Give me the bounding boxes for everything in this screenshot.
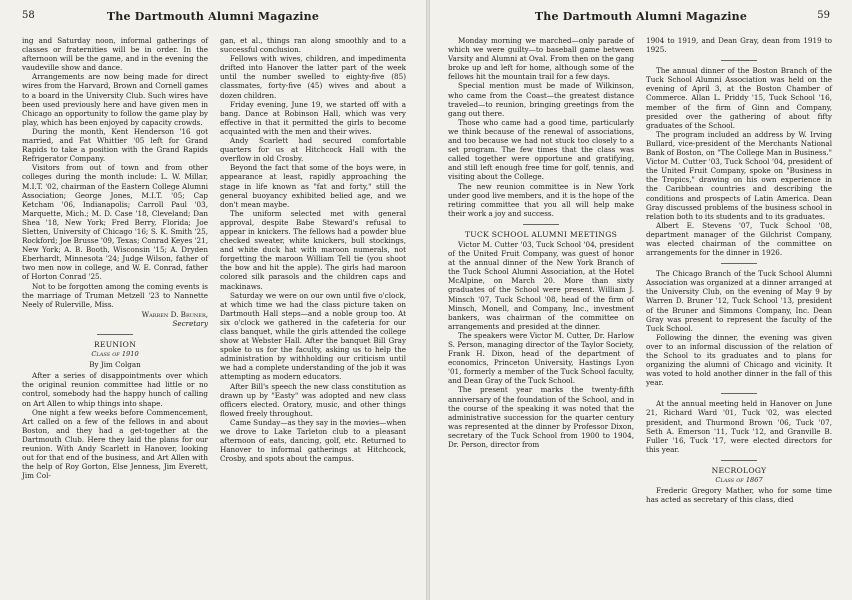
signature-title: Secretary [172, 318, 208, 328]
paragraph: Visitors from out of town and from other colleges during the month include: L. W. Millar, M.I.T. '02, chairman of the Eastern College Alumni Association; George Jones, M.I.T. '05; Cap Ketcham '06, Indianapolis; Carroll Paul '03, Marquette, Mich.; M. D. Case '18, Cleveland; Dan Shea '18, New York; Fred Berry, Florida; Joe Sletten, University of Chicago '16; S. K. Smith '25, Rockford; Joe Brusse '09, Texas; Conrad Keyes '21, New York; A. B. Booth, Wisconsin '15; A. Dryden Eberhardt, Minnesota '24; Judge Wilson, father of two men now in college, and W. E. Conrad, father of Horton Conrad '25. [22, 163, 208, 282]
reunion-heading: REUNION [93, 340, 137, 349]
paragraph: Victor M. Cutter '03, Tuck School '04, president of the United Fruit Company, was guest of honor at the annual dinner of the New York Branch of the Tuck School Alumni Association, at the Hotel McAlpine, on March 20. More than sixty graduates of the School were present. William J. Minsch '07, Tuck School '08, head of the firm of Minsch, Monell, and Company, Inc., investment bankers, was chairman of the committee on arrangements and presided at the dinner. [448, 239, 634, 331]
paragraph: Andy Scarlett had secured comfortable quarters for us at Hitchcock Hall with the overflow in old Crosby. [220, 136, 406, 164]
necrology-class: Class of 1867 [715, 476, 763, 485]
paragraph: Those who came had a good time, particularly we think because of the renewal of associations, and too because we had not stuck too closely to a set program. The few times that the class was called together were opportune and gratifying, and still left enough free time for golf, tennis, and visiting about the College. [448, 117, 634, 182]
paragraph: Beyond the fact that some of the boys were, in appearance at least, rapidly approaching the stage in life known as "fat and forty," still the general buoyancy exhibited belied age, and we don't mean maybe. [220, 163, 406, 209]
page-number: 59 [817, 10, 830, 21]
tuck-heading: TUCK SCHOOL ALUMNI MEETINGS [464, 229, 618, 239]
paragraph: Following the dinner, the evening was given over to an informal discussion of the relation of the School to its graduates and to plans for organizing the alumni of Chicago and vicinity. It was voted to hold another dinner in the fall of this year. [646, 332, 832, 388]
paragraph: The annual dinner of the Boston Branch of the Tuck School Alumni Association was held on the evening of April 3, at the Boston Chamber of Commerce. Allan L. Priddy '15, Tuck School '16, member of the firm of Ginn and Company, presided over the gathering of about fifty graduates of the School. [646, 66, 832, 130]
paragraph: At the annual meeting held in Hanover on June 21, Richard Ward '01, Tuck '02, was elected president, and Thurmond Brown '06, Tuck '07, Seth A. Emerson '11, Tuck '12, and Granville B. Fuller '16, Tuck '17, were elected directors for this year. [646, 399, 832, 454]
paragraph: The speakers were Victor M. Cutter, Dr. Harlow S. Person, managing director of the Taylor Society, Frank H. Dixon, head of the department of economics, Princeton University, Hastings Lyon '01, formerly a member of the Tuck School faculty, and Dean Gray of the Tuck School. [448, 330, 634, 386]
running-title: The Dartmouth Alumni Magazine [106, 10, 320, 23]
running-title: The Dartmouth Alumni Magazine [534, 10, 748, 23]
section-divider [523, 224, 559, 225]
section-divider [721, 460, 757, 461]
reunion-class: Class of 1910 [91, 350, 139, 359]
necrology-heading: NECROLOGY [711, 465, 767, 475]
signature-name: Warren D. Bruner, [141, 309, 208, 319]
right-page [430, 0, 852, 600]
paragraph: After Bill's speech the new class constitution as drawn up by "Easty" was adopted and new class officers elected. Oratory, music, and other things flowed freely throughout. [220, 381, 406, 418]
section-divider [721, 60, 757, 61]
right-page-column-2 [646, 36, 832, 504]
section-divider [721, 393, 757, 394]
section-divider [97, 334, 133, 335]
paragraph: After a series of disappointments over which the original reunion committee had little or no control, somebody had the happy hunch of calling on Art Allen to whip things into shape. [22, 371, 208, 408]
paragraph: The present year marks the twenty-fifth anniversary of the foundation of the School, and in the course of the speaking it was noted that the administrative succession for the quarter century was represented at the dinner by Professor Dixon, secretary of the Tuck School from 1900 to 1904, Dr. Person, director from [448, 385, 634, 450]
paragraph: The program included an address by W. Irving Bullard, vice-president of the Merchants National Bank of Boston, on "The College Man in Business." Victor M. Cutter '03, Tuck School '04, president of the United Fruit Company, spoke on "Business in the Tropics," drawing on his own experience in the Caribbean countries and describing the conditions and prospects of Latin America. Dean Gray discussed problems of the business school in relation both to its students and to its graduates. [646, 129, 832, 221]
paragraph: Saturday we were on our own until five o'clock, at which time we had the class picture taken on Dartmouth Hall steps—and a noble group too. At six o'clock we gathered in the cafeteria for our class banquet, while the girls attended the college show at Webster Hall. After the banquet Bill Gray spoke to us for the faculty, asking us to help the administration by withholding our criticism until we had a complete understanding of the job it was attempting as modern educators. [220, 290, 406, 382]
paragraph: The Chicago Branch of the Tuck School Alumni Association was organized at a dinner arranged at the University Club, on the evening of May 9 by Warren D. Bruner '12, Tuck School '13, president of the Bruner and Simmons Company, Inc. Dean Gray was present to represent the faculty of the Tuck School. [646, 269, 832, 333]
paragraph: During the month, Kent Henderson '16 got married, and Fat Whittier '05 left for Grand Rapids to take a position with the Grand Rapids Refrigerator Company. [22, 126, 208, 164]
paragraph: Arrangements are now being made for direct wires from the Harvard, Brown and Cornell games to a board in the University Club. Such wires have been used previously here and have given men in Chicago an opportunity to follow the game play by play, which has been enjoyed by capacity crowds. [22, 72, 208, 127]
page-number: 58 [22, 10, 35, 21]
section-divider [721, 263, 757, 264]
right-page-header [452, 10, 830, 24]
paragraph: Came Sunday—as they say in the movies—when we drove to Lake Tarleton club to a pleasant afternoon of eats, dancing, golf, etc. Returned to Hanover to informal gatherings at Hitchcock, Crosby, and spots about the campus. [220, 417, 406, 464]
paragraph: Special mention must be made of Wilkinson, who came from the Coast—the greatest distance traveled—to reunion, bringing greetings from the gang out there. [448, 81, 634, 118]
right-page-column-1 [448, 36, 634, 449]
paragraph: Albert E. Stevens '07, Tuck School '08, department manager of the Gilchrist Company, was elected chairman of the committee on arrangements for the dinner in 1926. [646, 220, 832, 258]
paragraph: One night a few weeks before Commencement, Art called on a few of the fellows in and about Boston, and they had a get-together at the Dartmouth Club. Here they laid the plans for our reunion. With Andy Scarlett in Hanover, looking out for that end of the business, and Art Allen with the help of Roy Gorton, Else Jenness, Jim Everett, Jim Col- [22, 407, 208, 481]
paragraph: Friday evening, June 19, we started off with a bang. Dance at Robinson Hall, which was very effective in that it permitted the girls to become acquainted with the men and their wives. [220, 99, 406, 136]
paragraph: Monday morning we marched—only parade of which we were guilty—to baseball game between Varsity and Alumni at Oval. From then on the gang broke up and left for home, although some of the fellows hit the mountain trail for a few days. [448, 36, 634, 82]
left-page-column-2 [220, 36, 406, 463]
paragraph: ing and Saturday noon, informal gatherings of classes or fraternities will be in order. In the afternoon will be the game, and in the evening the vaudeville show and dance. [22, 36, 208, 73]
paragraph: Not to be forgotten among the coming events is the marriage of Truman Metzell '23 to Nannette Neely of Rulerville, Miss. [22, 281, 208, 309]
paragraph: 1904 to 1919, and Dean Gray, dean from 1919 to 1925. [646, 36, 832, 55]
paragraph: Frederic Gregory Mather, who for some time has acted as secretary of this class, died [646, 486, 832, 505]
paragraph: Fellows with wives, children, and impedimenta drifted into Hanover the latter part of the week until the number swelled to eighty-five (85) classmates, forty-five (45) wives and about a dozen children. [220, 54, 406, 100]
left-page-header [22, 10, 404, 24]
paragraph: The new reunion committee is in New York under good live members, and it is the hope of the retiring committee that you all will help make their work a joy and success. [448, 181, 634, 218]
reunion-byline: By Jim Colgan [89, 360, 141, 370]
paragraph: gan, et al., things ran along smoothly and to a successful conclusion. [220, 36, 406, 55]
paragraph: The uniform selected met with general approval, despite Babe Steward's refusal to appear in knickers. The fellows had a powder blue checked sweater, white knickers, bull stockings, and white duck hat with maroon numerals, not forgetting the maroon William Tell tie (you shoot the bow and hit the apple). The girls had maroon colored silk parasols and the children caps and mackinaws. [220, 208, 406, 291]
left-page-column-1 [22, 36, 208, 480]
